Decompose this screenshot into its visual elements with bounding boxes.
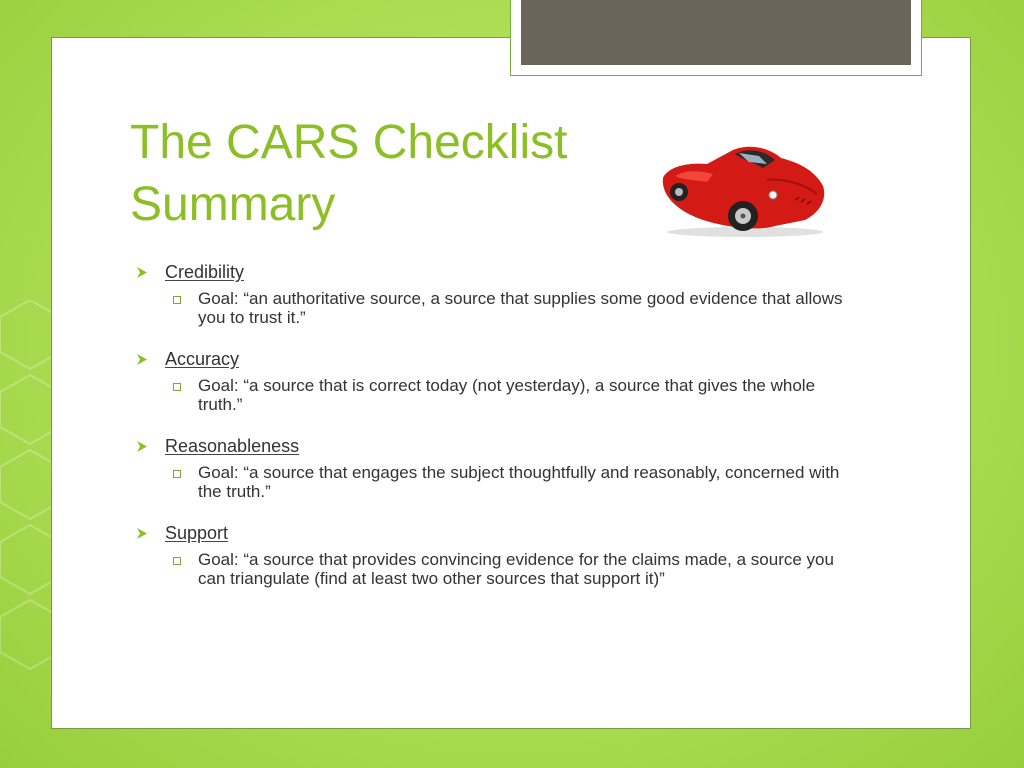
list-item-label[interactable]: Accuracy xyxy=(165,349,240,369)
list-item-goal: Goal: “an authoritative source, a source that supplies some good evidence that allows you to trust it.” xyxy=(198,289,843,327)
list-item-goal: Goal: “a source that is correct today (not yesterday), a source that gives the whole truth.” xyxy=(198,376,816,414)
bullet-list xyxy=(135,262,875,610)
triangle-arrow-icon xyxy=(135,527,149,541)
list-item-goal: Goal: “a source that provides convincing evidence for the claims made, a source you can triangulate (find at least two other sources that support it)” xyxy=(198,550,834,588)
hollow-square-icon xyxy=(173,557,181,565)
red-sports-car-icon xyxy=(655,140,830,240)
hollow-square-icon xyxy=(173,296,181,304)
list-item-accuracy xyxy=(135,349,875,414)
triangle-arrow-icon xyxy=(135,353,149,367)
list-item-goal: Goal: “a source that engages the subject thoughtfully and reasonably, concerned with the truth.” xyxy=(198,463,840,501)
list-item-reasonableness xyxy=(135,436,875,501)
list-item-support xyxy=(135,523,875,588)
title-line-2: Summary xyxy=(130,178,336,231)
header-tab xyxy=(521,0,911,65)
header-tab-frame xyxy=(510,0,922,76)
list-item-label[interactable]: Reasonableness xyxy=(165,436,300,456)
list-item-label[interactable]: Support xyxy=(165,523,229,543)
hollow-square-icon xyxy=(173,470,181,478)
slide-title xyxy=(130,112,567,236)
triangle-arrow-icon xyxy=(135,440,149,454)
list-item-label[interactable]: Credibility xyxy=(165,262,245,282)
title-line-1: The CARS Checklist xyxy=(130,116,568,169)
list-item-credibility xyxy=(135,262,875,327)
triangle-arrow-icon xyxy=(135,266,149,280)
hollow-square-icon xyxy=(173,383,181,391)
